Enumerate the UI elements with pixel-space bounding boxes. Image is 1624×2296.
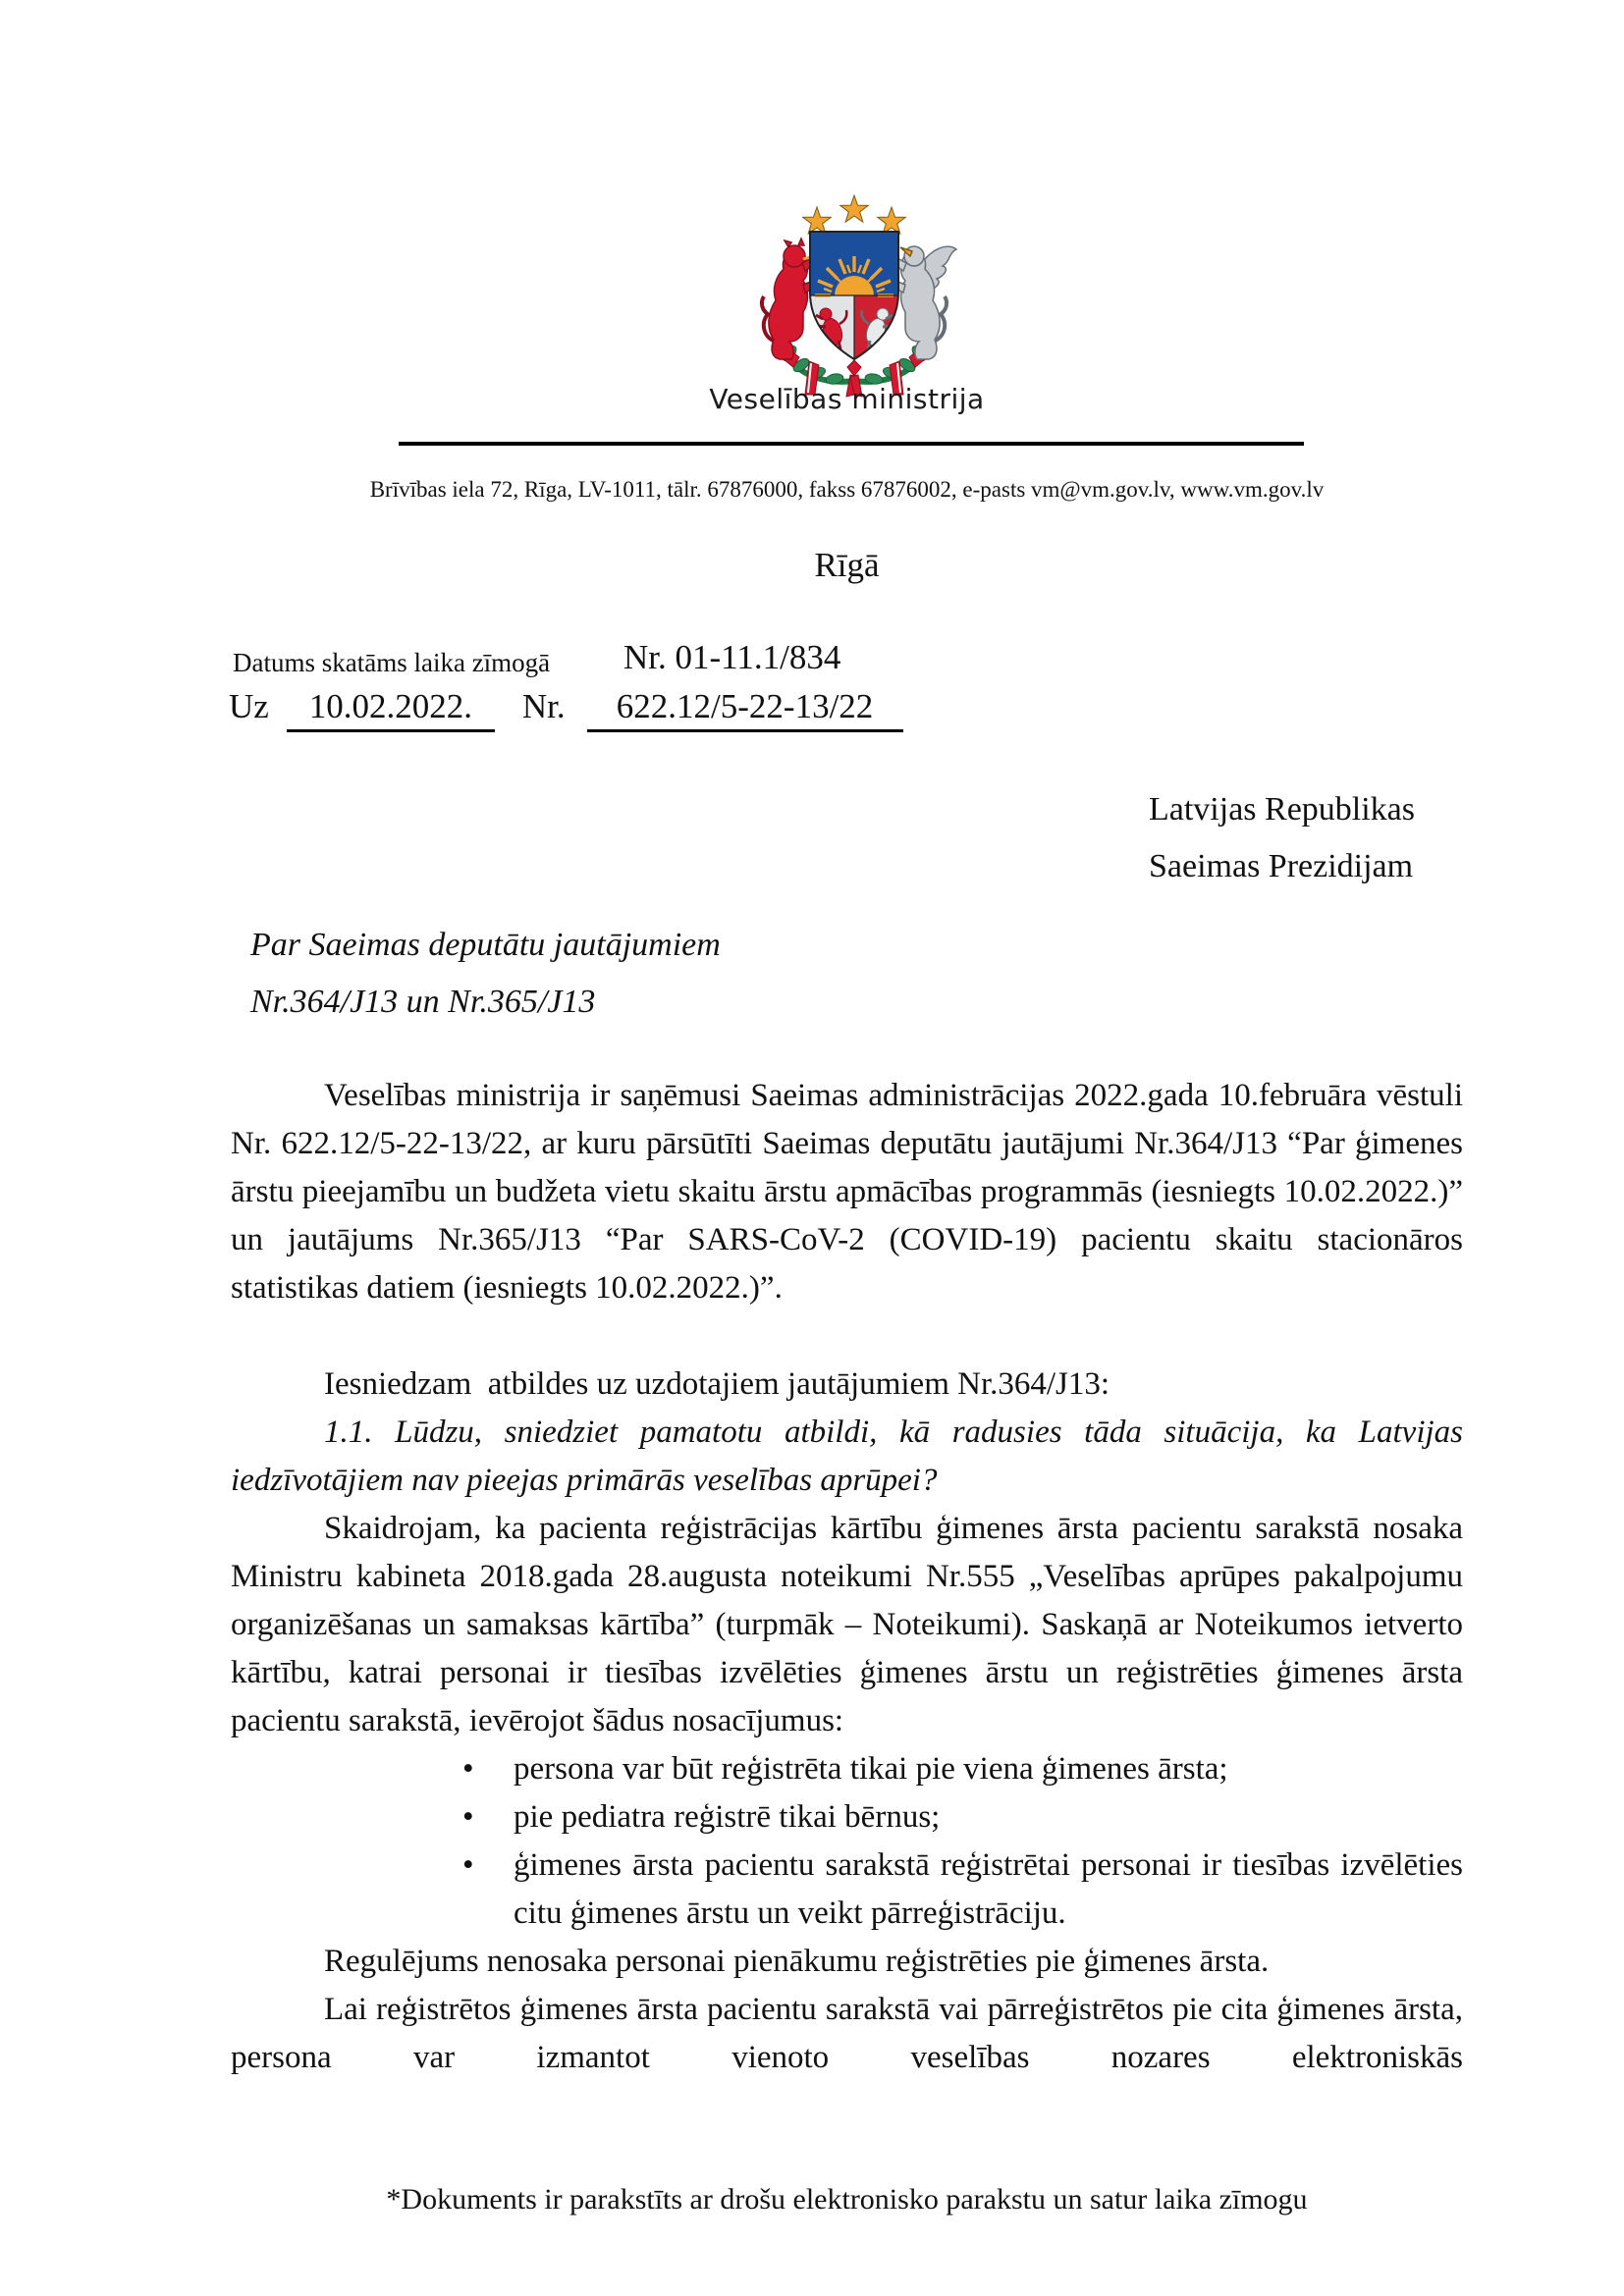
griffin-supporter-icon bbox=[893, 246, 956, 359]
list-item: • persona var būt reģistrēta tikai pie viena ģimenes ārsta; bbox=[514, 1745, 1463, 1793]
city-line: Rīgā bbox=[814, 546, 880, 584]
paragraph-regulation: Regulējums nenosaka personai pienākumu reģistrēties pie ģimenes ārsta. bbox=[324, 1944, 1270, 1979]
addressee-line2: Saeimas Prezidijam bbox=[1149, 848, 1414, 884]
document-number: Nr. 01-11.1/834 bbox=[623, 638, 841, 676]
nr-label: Nr. bbox=[521, 687, 566, 725]
conditions-list bbox=[231, 1745, 1463, 1938]
addressee-block bbox=[1149, 781, 1415, 895]
paragraph-answers: Iesniedzam atbildes uz uzdotajiem jautājumiem Nr.364/J13: bbox=[324, 1366, 1110, 1402]
date-stamp-label: Datums skatāms laika zīmogā bbox=[233, 648, 551, 677]
incoming-number: 622.12/5-22-13/22 bbox=[587, 687, 903, 732]
incoming-date: 10.02.2022. bbox=[287, 687, 495, 732]
signature-footnote: *Dokuments ir parakstīts ar drošu elektronisko parakstu un satur laika zīmogu bbox=[386, 2183, 1308, 2216]
paragraph-intro: Veselības ministrija ir saņēmusi Saeimas administrācijas 2022.gada 10.februāra vēstuli Nr. 622.12/5-22-13/22, ar kuru pārsūtīti Saeimas deputātu jautājumi Nr.364/J13 “Par ģimenes ārstu pieejamību un budžeta vietu skaitu ārstu apmācības programmās (iesniegts 10.02.2022.)” un jautājums Nr.365/J13 “Par SARS-CoV-2 (COVID-19) pacientu skaitu stacionāros statistikas datiem (iesniegts 10.02.2022.)”. bbox=[231, 1078, 1463, 1306]
shield-icon bbox=[810, 232, 898, 359]
lion-supporter-icon bbox=[762, 239, 815, 359]
stars-icon bbox=[803, 195, 906, 234]
subject-line1: Par Saeimas deputātu jautājumiem bbox=[250, 927, 721, 963]
uz-label: Uz bbox=[229, 687, 269, 725]
paragraph-registration: Lai reģistrētos ģimenes ārsta pacientu sarakstā vai pārreģistrētos pie cita ģimenes ārsta, persona var izmantot vienoto veselības nozares elektroniskās bbox=[231, 1992, 1463, 2075]
subject-block bbox=[250, 917, 721, 1031]
list-item: • pie pediatra reģistrē tikai bērnus; bbox=[514, 1793, 1463, 1842]
list-item: • ģimenes ārsta pacientu sarakstā reģistrētai personai ir tiesības izvēlēties citu ģimenes ārstu un veikt pārreģistrāciju. bbox=[514, 1842, 1463, 1938]
subject-line2: Nr.364/J13 un Nr.365/J13 bbox=[250, 984, 596, 1020]
header-divider bbox=[399, 442, 1304, 446]
paragraph-explanation: Skaidrojam, ka pacienta reģistrācijas kārtību ģimenes ārsta pacientu sarakstā nosaka Ministru kabineta 2018.gada 28.augusta noteikumi Nr.555 „Veselības aprūpes pakalpojumu organizēšanas un samaksas kārtība” (turpmāk – Noteikumi). Saskaņā ar Noteikumos ietverto kārtību, katrai personai ir tiesības izvēlēties ģimenes ārstu un reģistrēties ģimenes ārsta pacientu sarakstā, ievērojot šādus nosacījumus: bbox=[231, 1511, 1463, 1738]
paragraph-question-1-1: 1.1. Lūdzu, sniedziet pamatotu atbildi, kā radusies tāda situācija, ka Latvijas iedzīvotājiem nav pieejas primārās veselības aprūpei? bbox=[231, 1415, 1463, 1498]
addressee-line1: Latvijas Republikas bbox=[1149, 791, 1416, 828]
ministry-name: Veselības ministrija bbox=[709, 383, 985, 415]
ministry-address: Brīvības iela 72, Rīga, LV-1011, tālr. 67876000, fakss 67876002, e-pasts vm@vm.gov.lv, www.vm.gov.lv bbox=[369, 477, 1325, 502]
latvia-coat-of-arms bbox=[707, 194, 1001, 402]
letter-body bbox=[231, 1072, 1463, 2082]
reference-row bbox=[229, 687, 903, 732]
